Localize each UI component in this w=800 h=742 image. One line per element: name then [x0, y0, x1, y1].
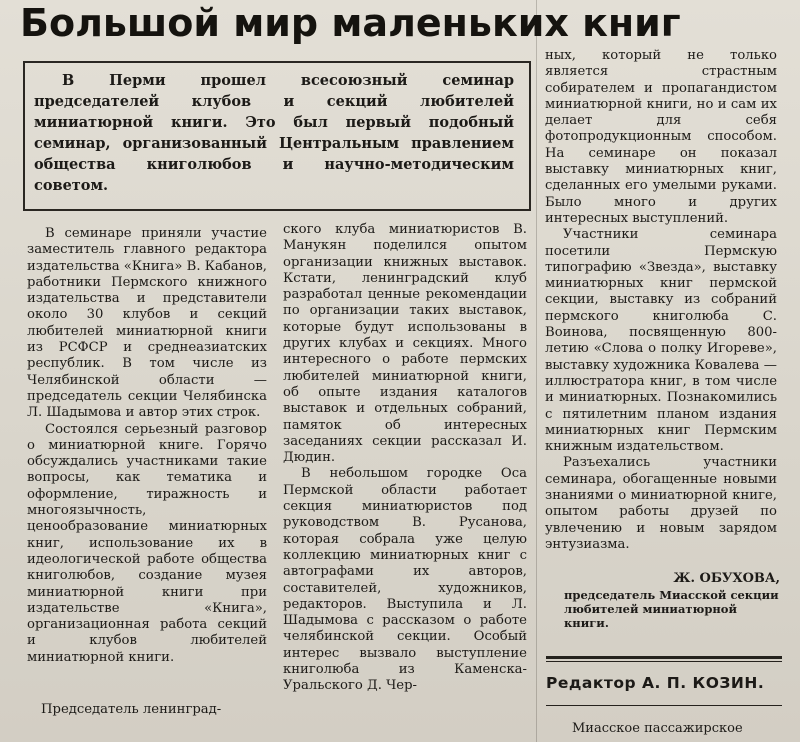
column-paragraph: В небольшом городке Оса Пермской области работает секция миниатюристов под руководством В. Русанова, которая собрала уже целую коллекцию миниатюрных книг с автографами их авторов, составителей, художников, редакторов. Выступила и Л. Шадымова с рассказом о работе челябинской секции. Особый интерес вызвало выступление книголюба из Каменска-Уральского Д. Чер-: [283, 466, 527, 694]
column-paragraph: ского клуба миниатюристов В. Манукян поделился опытом организации книжных выставок. Кстати, ленинградский клуб разработал ценные рекомендации по организации таких выставок, которые будут использованы в других клубах и секциях. Много интересного о работе пермских любителей миниатюрной книги, об опыте издания каталогов выставок и отдельных собраний, памяток об интересных заседаниях секции рассказал И. Дюдин.: [283, 222, 527, 466]
author-name: Ж. ОБУХОВА,: [673, 571, 780, 586]
column-paragraph: В семинаре приняли участие заместитель главного редактора издательства «Книга» В. Кабанов, работники Пермского книжного издательства и представители около 30 клубов и секций любителей миниатюрной книги из РСФСР и среднеазиатских республик. В том числе из Челябинской области — председатель секции Челябинска Л. Шадымова и автор этих строк.: [27, 226, 267, 421]
headline: Большой мир маленьких книг: [20, 1, 681, 45]
divider-rule-thin: [546, 661, 782, 662]
article-column-2: [283, 222, 527, 695]
author-signature: [560, 572, 780, 630]
column-paragraph: Состоялся серьезный разговор о миниатюрной книге. Горячо обсуждались участниками такие вопросы, как тематика и оформление, тиражность и многоязычность, ценообразование миниатюрных книг, использование их в идеологической работе общества книголюбов, создание музея миниатюрной книги при издательстве «Книга», организационная работа секций и клубов любителей миниатюрной книги.: [27, 421, 267, 665]
column-paragraph: Участники семинара посетили Пермскую типографию «Звезда», выставку миниатюрных книг пермской секции, выставку из собраний пермского книголюба С. Воинова, посвященную 800-летию «Слова о полку Игореве», выставку художника Ковалева — иллюстратора книг, в том числе и миниатюрных. Познакомились с пятилетним планом издания миниатюрных книг Пермским книжным издательством.: [545, 227, 777, 455]
divider-rule-bottom: [546, 705, 782, 706]
editor-credit: Редактор А. П. КОЗИН.: [546, 674, 765, 692]
divider-rule: [546, 656, 782, 659]
article-column-1: [27, 226, 267, 666]
lead-paragraph: В Перми прошел всесоюзный семинар председателей клубов и секций любителей миниатюрной книги. Это был первый подобный семинар, организованный Центральным правлением общества книголюбов и научно-методическим советом.: [34, 72, 514, 194]
column-paragraph: ных, который не только является страстным собирателем и пропагандистом миниатюрной книги, но и сам их делает для себя фотопродукционным способом. На семинаре он показал выставку миниатюрных книг, сделанных его умелыми руками. Было много и других интересных выступлений.: [545, 48, 777, 226]
column-paragraph: Разъехались участники семинара, обогащенные новыми знаниями о миниатюрной книге, опытом работы друзей по увлечению и новым зарядом энтузиазма.: [545, 455, 777, 552]
cut-off-heading: [290, 728, 480, 742]
column-1-tail: Председатель ленинград-: [41, 702, 222, 717]
article-column-3: [545, 48, 777, 553]
author-title: председатель Миасской секции любителей миниатюрной книги.: [564, 588, 779, 630]
next-article-teaser: Миасское пассажирское: [572, 721, 743, 736]
column-divider: [536, 0, 537, 742]
